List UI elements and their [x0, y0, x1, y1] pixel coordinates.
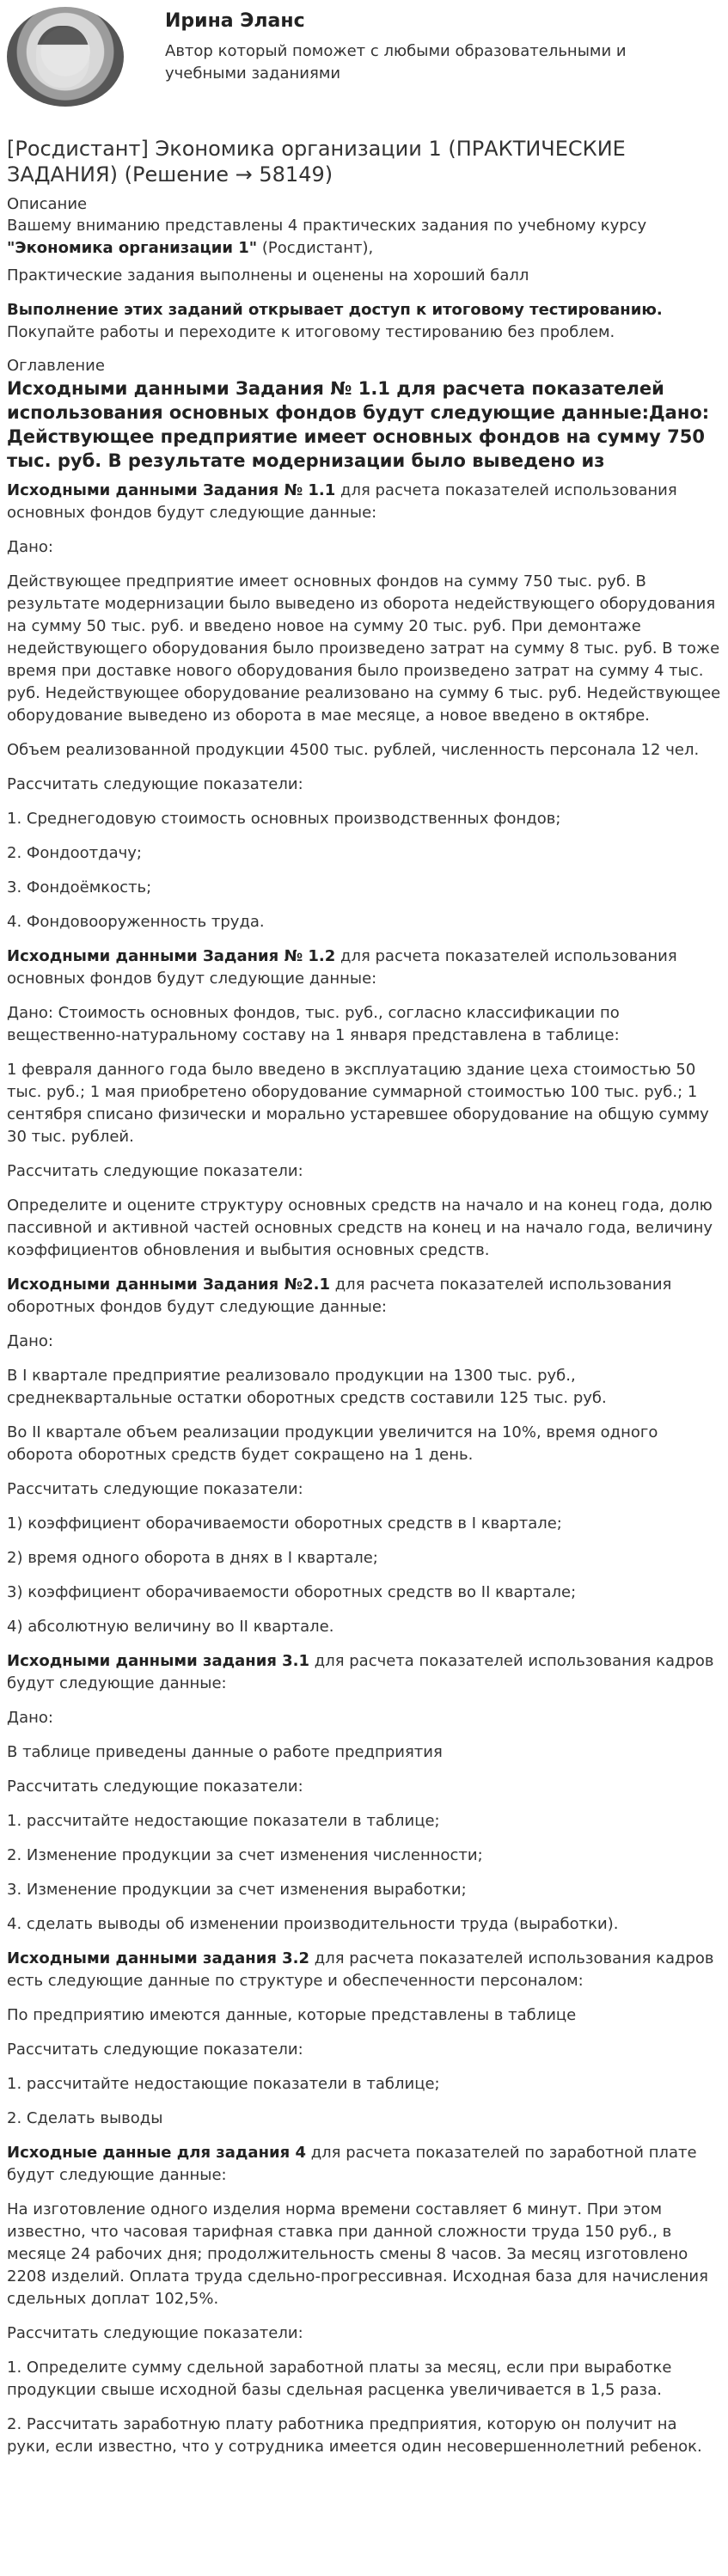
task32-item-2: 2. Сделать выводы [7, 2109, 163, 2127]
task11-item-2: 2. Фондоотдачу; [7, 844, 142, 862]
author-info [165, 7, 646, 85]
toc-label: Оглавление [7, 357, 105, 375]
author-description: Автор который поможет с любыми образовательными и учебными заданиями [165, 42, 627, 83]
task32-heading-bold: Исходными данными задания 3.2 [7, 1949, 310, 1967]
task12-given: Дано: Стоимость основных фондов, тыс. руб., согласно классификации по вещественно-натуральному составу на 1 января представлена в таблице: [7, 1004, 620, 1044]
task21-given: Дано: [7, 1332, 53, 1350]
task31-item-3: 3. Изменение продукции за счет изменения выработки; [7, 1881, 467, 1899]
task31-given: Дано: [7, 1709, 53, 1727]
course-name: "Экономика организации 1" [7, 239, 258, 257]
task11-item-1: 1. Среднегодовую стоимость основных производственных фондов; [7, 810, 561, 828]
task31-item-4: 4. сделать выводы об изменении производительности труда (выработки). [7, 1915, 619, 1933]
task32-heading-rest: для расчета показателей использования кадров есть следующие данные по структуре и обеспеченности персоналом: [7, 1949, 714, 1990]
task21-heading-rest: для расчета показателей использования оборотных фондов будут следующие данные: [7, 1276, 672, 1316]
task21-item-1: 1) коэффициент оборачиваемости оборотных средств в I квартале; [7, 1514, 562, 1533]
task31-item-1: 1. рассчитайте недостающие показатели в таблице; [7, 1812, 440, 1830]
author-header [7, 0, 721, 127]
task32-heading [7, 1948, 721, 1992]
task21-text-2: Во II квартале объем реализации продукции увеличится на 10%, время одного оборота оборотных средств будет сокращено на 1 день. [7, 1423, 658, 1464]
task4-item-2: 2. Рассчитать заработную плату работника предприятия, которую он получит на руки, если известно, что у сотрудника имеется один несовершеннолетний ребенок. [7, 2415, 702, 2456]
task12-text: 1 февраля данного года было введено в эксплуатацию здание цеха стоимостью 50 тыс. руб.; 1 мая приобретено оборудование суммарной стоимостью 100 тыс. руб.; 1 сентября списано физически и морально устаревшее оборудование на общую сумму 30 тыс. рублей. [7, 1061, 709, 1146]
task31-heading-rest: для расчета показателей использования кадров будут следующие данные: [7, 1652, 714, 1692]
task31-item-2: 2. Изменение продукции за счет изменения численности; [7, 1846, 483, 1864]
task4-heading-rest: для расчета показателей по заработной плате будут следующие данные: [7, 2144, 697, 2184]
intro-paragraph-2: Практические задания выполнены и оценены на хороший балл [7, 266, 529, 285]
task31-calc: Рассчитать следующие показатели: [7, 1778, 303, 1796]
task32-item-1: 1. рассчитайте недостающие показатели в таблице; [7, 2075, 440, 2093]
toc-title: Исходными данными Задания № 1.1 для расчета показателей использования основных фондов будут следующие данные:Дано: Действующее предприятие имеет основных фондов на сумму 750 тыс. руб. В результате модернизации было выведено из [7, 378, 710, 471]
task21-item-4: 4) абсолютную величину во II квартале. [7, 1618, 334, 1636]
task11-heading-bold: Исходными данными Задания № 1.1 [7, 481, 336, 499]
intro-text-post: (Росдистант), [257, 239, 374, 257]
task21-item-3: 3) коэффициент оборачиваемости оборотных средств во II квартале; [7, 1583, 577, 1601]
task12-heading-rest: для расчета показателей использования основных фондов будут следующие данные: [7, 947, 677, 988]
task21-calc: Рассчитать следующие показатели: [7, 1480, 303, 1498]
task11-given: Дано: [7, 538, 53, 556]
task4-heading [7, 2142, 721, 2187]
task11-text: Действующее предприятие имеет основных фондов на сумму 750 тыс. руб. В результате модернизации было выведено из оборота недействующего оборудования на сумму 50 тыс. руб. и введено новое на сумму 20 тыс. руб. При демонтаже недействующего оборудования было произведено затрат на сумму 8 тыс. руб. В тоже время при доставке нового оборудования было произведено затрат на сумму 4 тыс. руб. Недействующее оборудование реализовано на сумму 6 тыс. руб. Недействующее оборудование выведено из оборота в мае месяце, а новое введено в октябре. [7, 572, 721, 725]
task11-calc: Рассчитать следующие показатели: [7, 775, 303, 793]
task32-text: По предприятию имеются данные, которые представлены в таблице [7, 2006, 577, 2024]
task21-heading [7, 1274, 721, 1319]
task11-volume: Объем реализованной продукции 4500 тыс. рублей, численность персонала 12 чел. [7, 741, 700, 759]
page-title: [Росдистант] Экономика организации 1 (ПРАКТИЧЕСКИЕ ЗАДАНИЯ) (Решение → 58149) [7, 137, 626, 187]
intro-paragraph-1 [7, 215, 721, 260]
task31-text: В таблице приведены данные о работе предприятия [7, 1743, 443, 1761]
task11-item-4: 4. Фондовооруженность труда. [7, 913, 265, 931]
task12-heading [7, 945, 721, 990]
task21-text-1: В I квартале предприятие реализовало продукции на 1300 тыс. руб., среднеквартальные остатки оборотных средств составили 125 тыс. руб. [7, 1367, 607, 1407]
author-avatar[interactable] [7, 7, 124, 107]
task4-heading-bold: Исходные данные для задания 4 [7, 2144, 306, 2162]
intro-bold: Выполнение этих заданий открывает доступ к итоговому тестированию. [7, 301, 663, 319]
task12-heading-bold: Исходными данными Задания № 1.2 [7, 947, 336, 965]
task11-heading-rest: для расчета показателей использования основных фондов будут следующие данные: [7, 481, 677, 522]
intro-text-rest: Покупайте работы и переходите к итоговому тестированию без проблем. [7, 323, 615, 341]
task4-calc: Рассчитать следующие показатели: [7, 2324, 303, 2342]
task21-heading-bold: Исходными данными Задания №2.1 [7, 1276, 331, 1294]
task11-item-3: 3. Фондоёмкость; [7, 878, 152, 896]
description-label: Описание [7, 195, 88, 213]
intro-text: Вашему вниманию представлены 4 практических задания по учебному курсу [7, 217, 647, 235]
task12-calc: Рассчитать следующие показатели: [7, 1162, 303, 1180]
task4-text: На изготовление одного изделия норма времени составляет 6 минут. При этом известно, что часовая тарифная ставка при данной сложности труда 150 руб., в месяце 24 рабочих дня; продолжительность смены 8 часов. За месяц изготовлено 2208 изделий. Оплата труда сдельно-прогрессивная. Исходная база для начисления сдельных доплат 102,5%. [7, 2200, 708, 2308]
task31-heading [7, 1650, 721, 1695]
intro-paragraph-3 [7, 299, 721, 344]
task21-item-2: 2) время одного оборота в днях в I квартале; [7, 1549, 378, 1567]
task32-calc: Рассчитать следующие показатели: [7, 2041, 303, 2059]
author-name[interactable]: Ирина Эланс [165, 10, 305, 32]
task31-heading-bold: Исходными данными задания 3.1 [7, 1652, 310, 1670]
task11-heading [7, 480, 721, 524]
task12-task: Определите и оцените структуру основных средств на начало и на конец года, долю пассивной и активной частей основных средств на конец и на начало года, величину коэффициентов обновления и выбытия основных средств. [7, 1196, 713, 1259]
task4-item-1: 1. Определите сумму сдельной заработной платы за месяц, если при выработке продукции свыше исходной базы сдельная расценка увеличивается в 1,5 раза. [7, 2359, 672, 2399]
